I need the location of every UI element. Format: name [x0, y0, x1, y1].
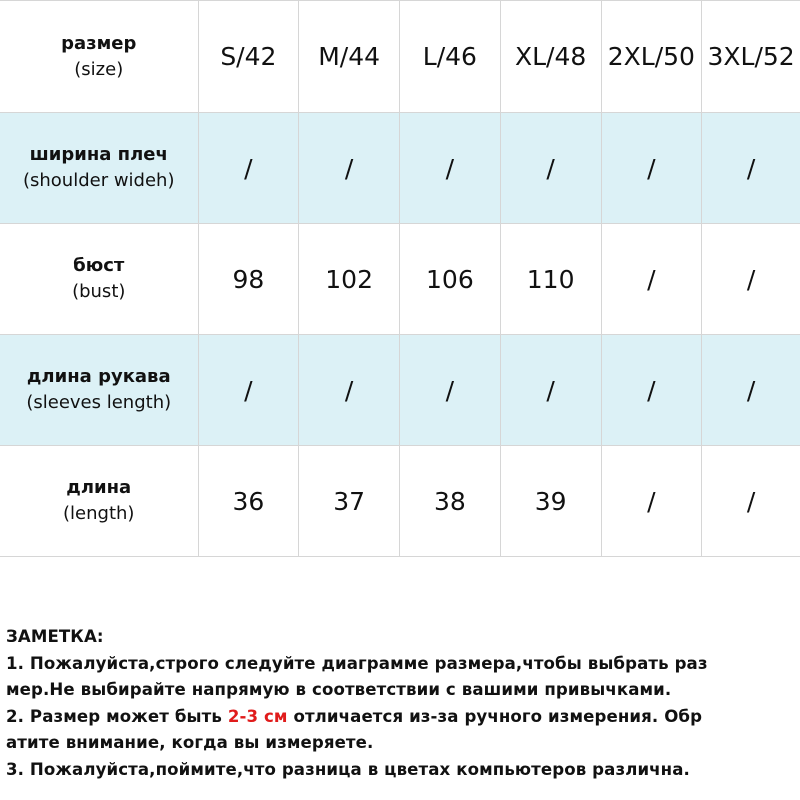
- length-label-en: (length): [63, 503, 135, 524]
- length-value: /: [746, 486, 756, 516]
- note-2-line-1: [6, 704, 796, 731]
- bust-label-cell: [0, 224, 199, 334]
- sleeve-length-label-en: (sleeves length): [26, 392, 172, 413]
- bust-value: 110: [501, 224, 602, 334]
- sleeve-length-label-cell: [0, 335, 199, 445]
- sleeve-length-row: [0, 335, 800, 446]
- size-xl: XL/48: [501, 1, 602, 112]
- shoulder-width-value: /: [746, 153, 756, 183]
- note-2-highlight: 2-3 см: [227, 706, 288, 726]
- length-label-ru: длина: [66, 477, 132, 498]
- bust-value: 106: [400, 224, 501, 334]
- sleeve-length-label-ru: длина рукава: [26, 366, 171, 387]
- sleeve-length-value: /: [501, 335, 602, 445]
- note-3: 3. Пожалуйста,поймите,что разница в цветах компьютеров различна.: [6, 759, 690, 779]
- bust-value: 98: [199, 224, 300, 334]
- bust-label-ru: бюст: [73, 255, 125, 276]
- length-value: 36: [199, 446, 300, 556]
- shoulder-width-value: /: [199, 113, 300, 223]
- shoulder-width-value: /: [501, 113, 602, 223]
- shoulder-width-label-ru: ширина плеч: [29, 144, 168, 165]
- sleeve-length-value: /: [199, 335, 300, 445]
- bust-value: /: [602, 224, 703, 334]
- length-label-cell: [0, 446, 199, 556]
- size-3xl: 3XL/52: [707, 42, 795, 71]
- shoulder-width-value: /: [400, 113, 501, 223]
- length-value: 38: [400, 446, 501, 556]
- note-2-suffix: отличается из-за ручного измерения. Обр: [287, 706, 703, 726]
- shoulder-width-row: [0, 113, 800, 224]
- size-label-cell: [0, 1, 199, 112]
- shoulder-width-value: /: [602, 113, 703, 223]
- size-m: M/44: [299, 1, 400, 112]
- shoulder-width-label-en: (shoulder wideh): [22, 170, 175, 191]
- note-2-line-2: атите внимание, когда вы измеряете.: [6, 733, 374, 752]
- shoulder-width-value: /: [299, 113, 400, 223]
- length-value: 39: [501, 446, 602, 556]
- size-label-en: (size): [74, 58, 124, 80]
- bust-label-en: (bust): [72, 281, 126, 302]
- sleeve-length-value: /: [746, 375, 756, 405]
- size-2xl: 2XL/50: [602, 1, 703, 112]
- sleeve-length-value: /: [299, 335, 400, 445]
- size-header-row: [0, 1, 800, 113]
- length-value: 37: [299, 446, 400, 556]
- length-row: [0, 446, 800, 557]
- note-1-line-2: мер.Не выбирайте напрямую в соответствии с вашими привычками.: [6, 680, 672, 699]
- notes-title: ЗАМЕТКА:: [6, 627, 104, 646]
- note-1-line-1: 1. Пожалуйста,строго следуйте диаграмме размера,чтобы выбрать раз: [6, 653, 708, 673]
- size-l: L/46: [400, 1, 501, 112]
- bust-row: [0, 224, 800, 335]
- size-s: S/42: [199, 1, 300, 112]
- note-2-prefix: 2. Размер может быть: [6, 706, 228, 726]
- sleeve-length-value: /: [602, 335, 703, 445]
- size-label-ru: размер: [61, 32, 137, 54]
- bust-value: /: [746, 264, 756, 294]
- length-value: /: [602, 446, 703, 556]
- notes-section: [6, 624, 796, 783]
- shoulder-width-label-cell: [0, 113, 199, 223]
- bust-value: 102: [299, 224, 400, 334]
- sleeve-length-value: /: [400, 335, 501, 445]
